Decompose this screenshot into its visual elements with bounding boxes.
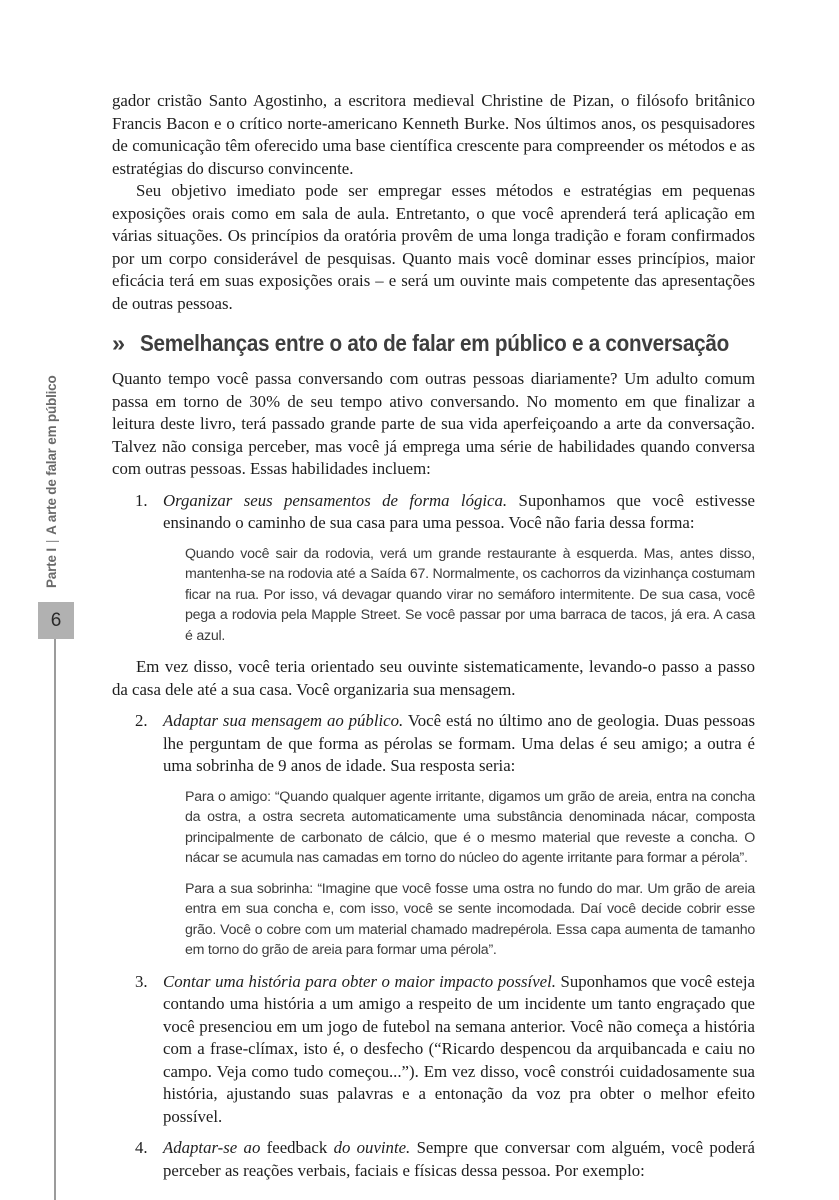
- list-item-3-text: Suponhamos que você esteja contando uma história a um amigo a respeito de um incidente um tanto engraçado que você presenciou em um jogo de futebol na semana anterior. Você não começa a história com a frase-clímax, isto é, o desfecho (“Ricardo despencou da arquibancada e caiu no campo. Veja como tudo começou...”). Em vez disso, você constrói cuidadosamente sua história, ajustando suas palavras e a entonação da voz pra obter o melhor efeito possível.: [163, 971, 755, 1126]
- list-item-4-lead: Adaptar-se ao: [163, 1138, 261, 1157]
- list-item-4-lead-end: do ouvinte.: [333, 1138, 411, 1157]
- list-item-2: [112, 710, 755, 778]
- list-item-1-lead: Organizar seus pensamentos de forma lógica.: [163, 490, 508, 510]
- section-heading-text: Semelhanças entre o ato de falar em público e a conversação: [140, 330, 730, 356]
- list-item-4: [112, 1137, 755, 1182]
- quote-friend: Para o amigo: “Quando qualquer agente irritante, digamos um grão de areia, entra na concha da ostra, a ostra secreta automaticamente uma substância denominada nácar, composta principalmente de carbonato de cálcio, que é o mesmo material que reveste a concha. O nácar se acumula nas camadas em torno do núcleo do agente irritante para formar a pérola”.: [185, 788, 755, 866]
- sidebar-part-label: [44, 375, 59, 588]
- heading-guillemet-icon: »: [112, 330, 126, 356]
- paragraph-continuation: gador cristão Santo Agostinho, a escritora medieval Christine de Pizan, o filósofo britânico Francis Bacon e o crítico norte-americano Kenneth Burke. Nos últimos anos, os pesquisadores de comunicação têm oferecido uma base científica crescente para compreender os métodos e as estratégias do discurso convincente.: [112, 91, 755, 178]
- list-item-1: [112, 490, 755, 535]
- part-number: Parte I: [44, 548, 59, 588]
- list-item-2-lead: Adaptar sua mensagem ao público.: [163, 711, 404, 730]
- list-item-3-lead: Contar uma história para obter o maior impacto possível.: [163, 971, 556, 991]
- list-item-1-number: 1.: [135, 490, 148, 510]
- paragraph-instead: Em vez disso, você teria orientado seu ouvinte sistematicamente, levando-o passo a passo da casa dele até a sua casa. Você organizaria sua mensagem.: [112, 657, 755, 699]
- page-content: [112, 90, 755, 1191]
- list-item-3-number: 3.: [135, 971, 148, 991]
- list-item-2-number: 2.: [135, 711, 148, 730]
- paragraph-conversation: Quanto tempo você passa conversando com outras pessoas diariamente? Um adulto comum passa em torno de 30% de seu tempo ativo conversando. No momento em que finalizar a leitura deste livro, terá passado grande parte de sua vida aperfeiçoando a arte da conversação. Talvez não consiga perceber, mas você já emprega uma série de habilidades quando conversa com outras pessoas. Essas habilidades incluem:: [112, 369, 755, 478]
- list-item-4-lead-foreign-word: feedback: [266, 1138, 328, 1157]
- list-item-4-number: 4.: [135, 1138, 148, 1157]
- page-number-badge: [38, 602, 74, 639]
- quote-directions: Quando você sair da rodovia, verá um grande restaurante à esquerda. Mas, antes disso, mantenha-se na rodovia até a Saída 67. Normalmente, os cachorros da vizinhança costumam ficar na rua. Por isso, vá devagar quando virar no semáforo intermitente. De sua casa, você pega a rodovia pela Mapple Street. Se você passar por uma barraca de tacos, já era. A casa é azul.: [185, 545, 755, 644]
- part-title: A arte de falar em público: [44, 375, 59, 535]
- part-separator: |: [44, 539, 59, 544]
- quote-niece: Para a sua sobrinha: “Imagine que você fosse uma ostra no fundo do mar. Um grão de areia entra em sua concha e, com isso, você se sente incomodada. Daí você decide cobrir esse grão. Você o cobre com um material chamado madrepérola. Essa capa aumenta de tamanho em torno do grão de areia para formar uma pérola”.: [185, 880, 755, 958]
- page-number: 6: [50, 609, 62, 631]
- section-heading: [112, 329, 755, 357]
- paragraph-objective: Seu objetivo imediato pode ser empregar esses métodos e estratégias em pequenas exposições orais como em sala de aula. Entretanto, o que você aprenderá terá aplicação em várias situações. Os princípios da oratória provêm de uma longa tradição e foram confirmados por um corpo considerável de pesquisas. Quanto mais você dominar esses princípios, maior eficácia terá em suas exposições orais – e será um ouvinte mais competente das apresentações de outras pessoas.: [112, 181, 755, 313]
- margin-rule: [54, 639, 56, 1200]
- list-item-1-text: Suponhamos que você estivesse ensinando o caminho de sua casa para uma pessoa. Você não faria dessa forma:: [163, 490, 755, 532]
- list-item-2-text: Você está no último ano de geologia. Duas pessoas lhe perguntam de que forma as pérolas se formam. Uma delas é seu amigo; a outra é uma sobrinha de 9 anos de idade. Sua resposta seria:: [163, 711, 755, 775]
- list-item-3: [112, 971, 755, 1129]
- list-item-4-text: Sempre que conversar com alguém, você poderá perceber as reações verbais, faciais e físicas dessa pessoa. Por exemplo:: [163, 1138, 756, 1180]
